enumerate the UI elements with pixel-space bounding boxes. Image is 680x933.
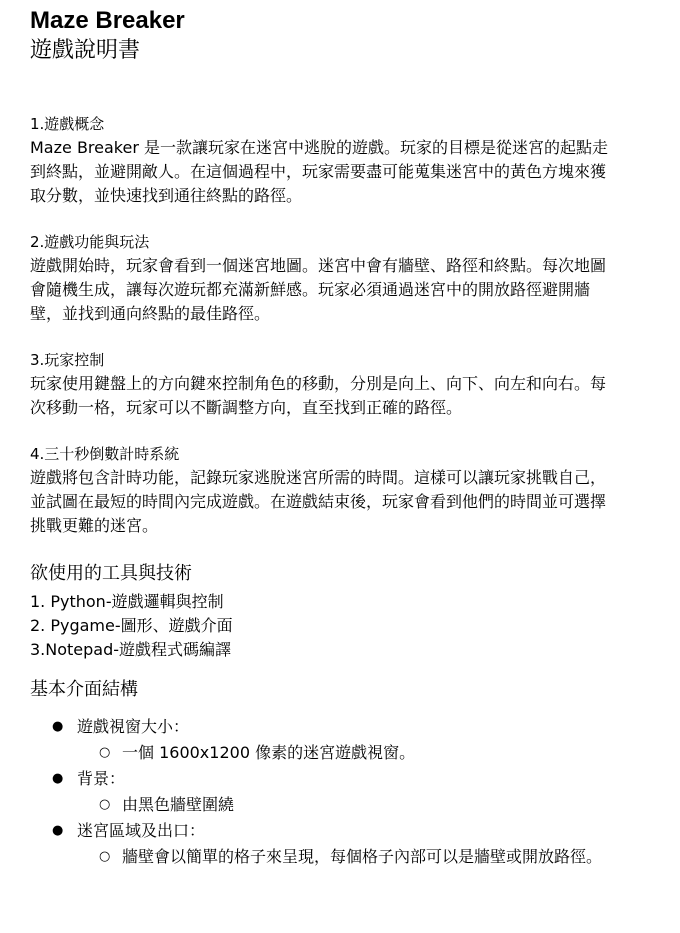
section-body: 玩家使用鍵盤上的方向鍵來控制角色的移動，分別是向上、向下、向左和向右。每次移動一格，玩家可以不斷調整方向，直至找到正確的路徑。	[30, 374, 607, 417]
structure-subitem: ○ 牆壁會以簡單的格子來呈現，每個格子內部可以是牆壁或開放路徑。	[99, 844, 602, 870]
tools-section	[30, 560, 650, 662]
structure-item	[52, 818, 650, 870]
structure-heading: 基本介面結構	[30, 679, 138, 700]
structure-item-label: 迷宮區域及出口：	[77, 821, 206, 840]
section-controls	[30, 348, 650, 420]
section-body: 遊戲將包含計時功能，記錄玩家逃脫迷宮所需的時間。這樣可以讓玩家挑戰自己，並試圖在最短的時間內完成遊戲。在遊戲結束後，玩家會看到他們的時間並可選擇挑戰更難的迷宮。	[30, 468, 607, 535]
structure-list	[30, 714, 650, 870]
tools-item: 2. Pygame-圖形、遊戲介面	[30, 616, 233, 635]
section-heading: 4.三十秒倒數計時系統	[30, 445, 180, 463]
section-heading: 2.遊戲功能與玩法	[30, 233, 150, 251]
section-timer	[30, 442, 650, 538]
structure-sublist	[77, 792, 650, 818]
document-subtitle: 遊戲說明書	[30, 38, 141, 63]
section-heading: 3.玩家控制	[30, 351, 105, 369]
section-concept	[30, 112, 650, 208]
structure-subitem: ○ 一個 1600x1200 像素的迷宮遊戲視窗。	[99, 740, 602, 766]
structure-sublist	[77, 844, 650, 870]
structure-item	[52, 714, 650, 766]
tools-item: 1. Python-遊戲邏輯與控制	[30, 592, 224, 611]
section-body: Maze Breaker 是一款讓玩家在迷宮中逃脫的遊戲。玩家的目標是從迷宮的起點走到終點，並避開敵人。在這個過程中，玩家需要盡可能蒐集迷宮中的黃色方塊來獲取分數，並快速找到通往終點的路徑。	[30, 138, 608, 205]
tools-heading: 欲使用的工具與技術	[30, 563, 192, 584]
structure-item-label: 背景：	[77, 769, 126, 788]
section-body: 遊戲開始時，玩家會看到一個迷宮地圖。迷宮中會有牆壁、路徑和終點。每次地圖會隨機生成，讓每次遊玩都充滿新鮮感。玩家必須通過迷宮中的開放路徑避開牆壁，並找到通向終點的最佳路徑。	[30, 256, 607, 323]
structure-sublist	[77, 740, 650, 766]
section-gameplay	[30, 230, 650, 326]
structure-item-label: 遊戲視窗大小：	[77, 717, 190, 736]
structure-section	[30, 676, 650, 870]
structure-subitem: ○ 由黑色牆壁圍繞	[99, 792, 602, 818]
structure-item	[52, 766, 650, 818]
section-heading: 1.遊戲概念	[30, 115, 105, 133]
tools-item: 3.Notepad-遊戲程式碼編譯	[30, 640, 232, 659]
document-title: Maze Breaker	[30, 7, 185, 34]
